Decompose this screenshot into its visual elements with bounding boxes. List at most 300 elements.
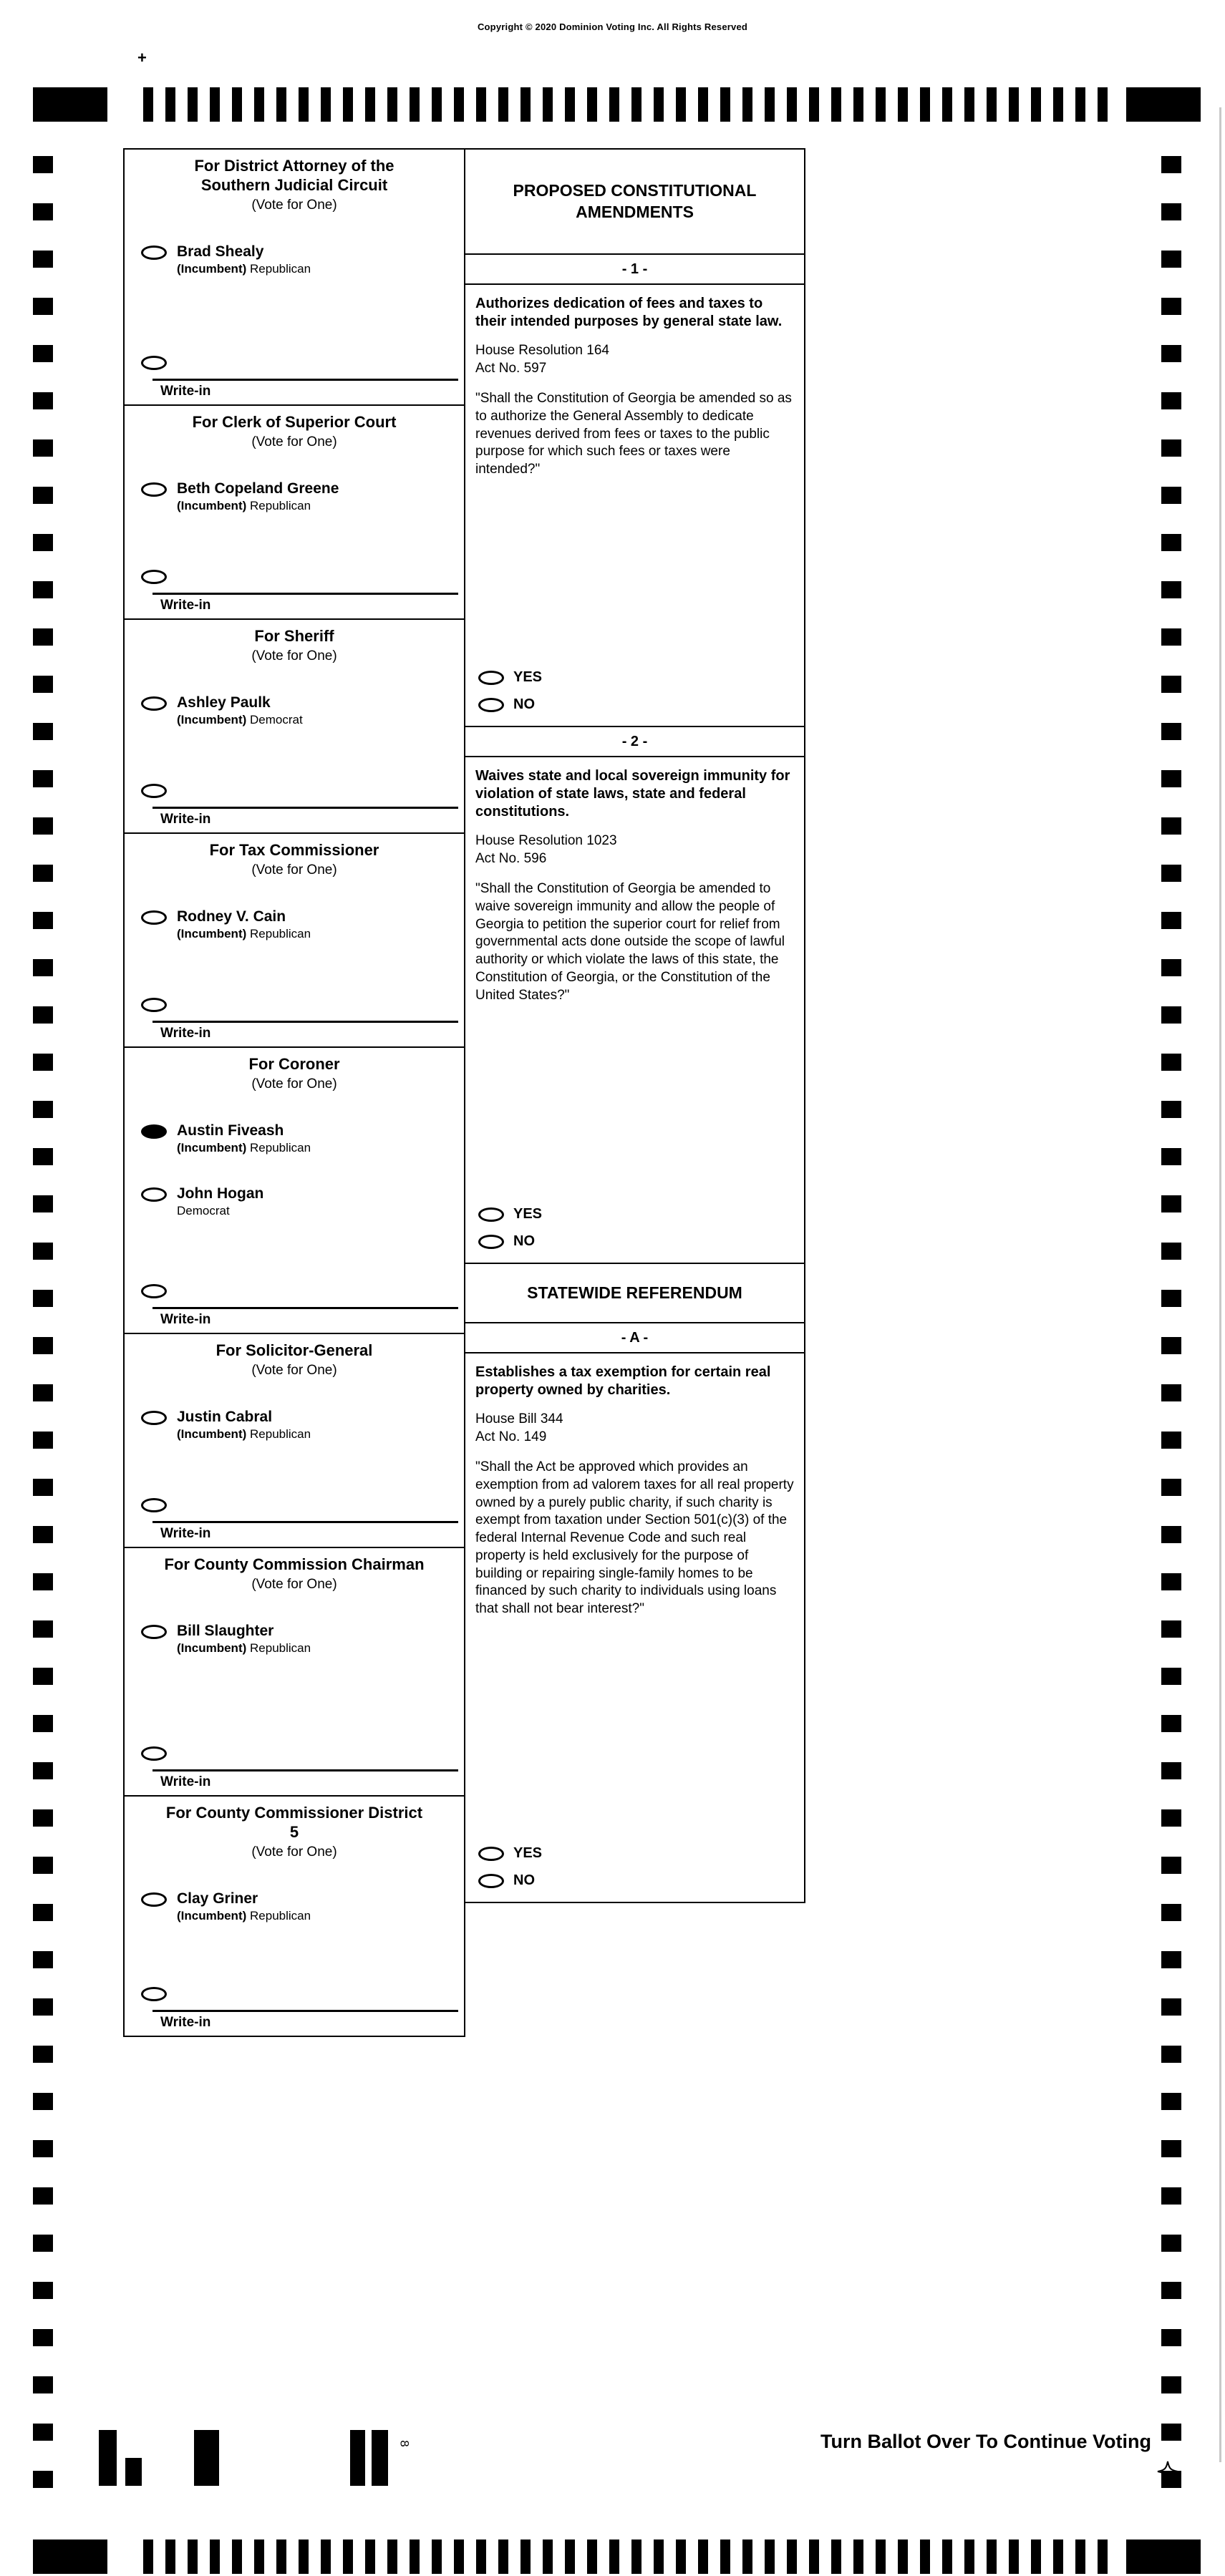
candidate-row [141,908,464,941]
write-in-label: Write-in [160,384,211,399]
candidate-info [177,1185,263,1218]
write-in-oval[interactable] [141,1498,167,1512]
incumbent-label: (Incumbent) [177,1140,247,1155]
timing-bar [942,2539,952,2574]
timing-square [1161,1573,1181,1590]
timing-bar [898,87,908,122]
vote-for-instruction: (Vote for One) [251,1362,337,1378]
timing-bar [520,87,531,122]
timing-square [33,628,53,646]
write-in-section [125,328,464,404]
vote-oval[interactable] [141,910,167,925]
timing-square [1161,2093,1181,2110]
timing-bar [765,87,775,122]
timing-square [33,2424,53,2441]
timing-bar [787,2539,797,2574]
write-in-oval[interactable] [141,1746,167,1761]
vote-oval[interactable] [141,696,167,711]
timing-bar [676,2539,686,2574]
contest-title: For Tax Commissioner [209,841,379,859]
timing-square [1161,676,1181,693]
timing-bar [920,87,930,122]
write-in-oval-row [141,1282,464,1298]
measure-number: - 1 - [465,255,804,285]
write-in-oval-row [141,782,464,798]
timing-bar [543,2539,553,2574]
measure-number: - 2 - [465,727,804,757]
candidate-info [177,480,339,513]
timing-square [33,1951,53,1968]
timing-square [33,392,53,409]
timing-square [33,2140,53,2157]
write-in-oval-row [141,1496,464,1512]
timing-square [1161,1384,1181,1401]
timing-square [1161,2235,1181,2252]
write-in-oval[interactable] [141,570,167,584]
timing-square [1161,392,1181,409]
vote-oval[interactable] [478,698,504,712]
candidate-detail [177,1909,311,1923]
reference-line: Act No. 149 [475,1429,547,1444]
timing-square [33,1101,53,1118]
timing-square [1161,1998,1181,2016]
timing-square [1161,770,1181,787]
timing-square [1161,251,1181,268]
write-in-section [125,542,464,618]
measure-options [465,1834,804,1902]
vote-oval[interactable] [478,1207,504,1222]
write-in-oval[interactable] [141,356,167,370]
timing-bar [587,87,597,122]
timing-marks-top [33,87,1201,122]
timing-bar [654,87,664,122]
copyright-text: Copyright © 2020 Dominion Voting Inc. All Rights Reserved [477,21,748,32]
party-label: Republican [250,1641,311,1655]
timing-bar [698,2539,708,2574]
write-in-label: Write-in [160,598,211,613]
timing-bar [476,2539,486,2574]
timing-square [33,1715,53,1732]
candidate-row [141,1890,464,1923]
timing-bar [498,2539,508,2574]
timing-bar [920,2539,930,2574]
timing-bar [254,2539,264,2574]
candidate-info [177,908,311,941]
timing-square [1161,1762,1181,1779]
timing-bar [1053,87,1063,122]
timing-bar [254,87,264,122]
measure-question: "Shall the Act be approved which provides an exemption from ad valorem taxes for all real property owned by a purely public charity, if such charity is exempt from taxation under Section 501(c)(3) of the federal Internal Revenue Code and such real property is held exclusively for the purpose of building or repairing single-family homes to be financed by such charity to individuals using loans that shall not bear interest?" [475,1459,794,1616]
timing-square [1161,1290,1181,1307]
candidate-name: John Hogan [177,1185,264,1202]
contest-box [123,1333,465,1548]
candidate-name: Clay Griner [177,1890,258,1907]
timing-bar [876,87,886,122]
timing-bar [343,87,353,122]
measure-references [465,821,804,867]
candidate-detail [177,713,303,727]
timing-bar [543,87,553,122]
contest-title: For Coroner [248,1055,340,1073]
section-header-box [464,1263,805,1323]
timing-block [33,87,107,122]
timing-square [1161,534,1181,551]
timing-square [1161,817,1181,835]
party-label: Republican [250,498,311,512]
timing-bar [853,87,863,122]
section-header-box [464,148,805,255]
section-header-text: STATEWIDE REFERENDUM [527,1283,742,1302]
timing-bar [964,87,974,122]
candidate-name: Brad Shealy [177,243,264,260]
contest-title: For District Attorney of the Southern Judicial Circuit [194,157,394,194]
timing-square [1161,2140,1181,2157]
timing-square [33,1526,53,1543]
measure-options [465,1195,804,1263]
timing-square [33,1148,53,1165]
timing-bars [143,87,1108,122]
timing-bar [809,87,819,122]
timing-square [33,1432,53,1449]
measure-box [464,253,805,727]
timing-square [33,959,53,976]
vote-oval[interactable] [141,1187,167,1202]
timing-square [33,1904,53,1921]
incumbent-label: (Incumbent) [177,1641,247,1655]
timing-bar [365,2539,375,2574]
timing-bar [143,2539,153,2574]
timing-bar [232,87,242,122]
ballot-id-mark [99,2430,117,2486]
measure-question: "Shall the Constitution of Georgia be amended so as to authorize the General Assembly to dedicate revenues derived from fees or taxes to the public purpose for which such fees or taxes were intended?" [475,391,792,477]
incumbent-label: (Incumbent) [177,1426,247,1441]
timing-bar [1098,87,1108,122]
timing-square [33,1243,53,1260]
timing-bar [654,2539,664,2574]
write-in-line[interactable] [152,1307,458,1309]
timing-bar [276,2539,286,2574]
timing-bar [454,87,464,122]
reference-line: Act No. 597 [475,360,547,376]
timing-square [33,1337,53,1354]
write-in-line[interactable] [152,593,458,595]
candidate-row [141,1409,464,1442]
party-label: Republican [250,1908,311,1923]
timing-bar [188,2539,198,2574]
write-in-line[interactable] [152,1769,458,1771]
option-label: YES [513,669,543,685]
timing-square [1161,2424,1181,2441]
timing-square [1161,1526,1181,1543]
vote-oval[interactable] [141,1892,167,1907]
timing-square [33,1479,53,1496]
timing-bar [609,2539,619,2574]
timing-square [1161,298,1181,315]
write-in-oval-row [141,996,464,1012]
option-label: YES [513,1845,543,1861]
candidate-detail [177,262,311,276]
timing-square [1161,1857,1181,1874]
timing-square [33,2235,53,2252]
write-in-label: Write-in [160,1774,211,1789]
timing-bar [299,87,309,122]
vote-for-instruction: (Vote for One) [251,434,337,449]
contest-box [123,148,465,406]
write-in-oval[interactable] [141,1284,167,1298]
vote-oval[interactable] [141,1411,167,1425]
timing-bar [698,87,708,122]
contest-box [123,1547,465,1797]
vote-oval[interactable] [141,1124,167,1139]
contest-box [123,618,465,834]
candidate-row [141,243,464,276]
timing-bar [232,2539,242,2574]
option-label: NO [513,696,535,712]
timing-bar [742,87,752,122]
timing-square [1161,1054,1181,1071]
timing-bar [1053,2539,1063,2574]
timing-bar [720,2539,730,2574]
timing-square [1161,1337,1181,1354]
ballot-id-mark [125,2458,142,2486]
candidate-detail [177,499,339,513]
timing-bar [898,2539,908,2574]
write-in-line[interactable] [152,2010,458,2012]
timing-square [1161,1195,1181,1212]
write-in-label: Write-in [160,1026,211,1041]
vote-for-instruction: (Vote for One) [251,197,337,213]
timing-bar [565,87,575,122]
timing-bar [321,2539,331,2574]
contest-title: For County Commission Chairman [164,1555,425,1573]
measure-options [465,658,804,726]
contest-title: For Clerk of Superior Court [192,413,397,431]
timing-bar [210,87,220,122]
contest-title: For Sheriff [254,627,334,645]
vote-oval[interactable] [141,1625,167,1639]
timing-square [1161,959,1181,976]
timing-square [1161,865,1181,882]
timing-square [33,2093,53,2110]
write-in-label: Write-in [160,1526,211,1541]
candidate-row [141,480,464,513]
party-label: Democrat [177,1204,230,1218]
timing-bar [165,87,175,122]
party-label: Republican [250,1426,311,1441]
timing-square [33,865,53,882]
timing-square [33,2187,53,2205]
option-label: NO [513,1233,535,1249]
timing-bar [765,2539,775,2574]
timing-bar [365,87,375,122]
timing-bar [853,2539,863,2574]
write-in-section [125,1256,464,1333]
timing-bar [276,87,286,122]
write-in-oval[interactable] [141,1987,167,2001]
timing-square [33,156,53,173]
timing-square [1161,1432,1181,1449]
vote-for-instruction: (Vote for One) [251,648,337,664]
timing-square [33,298,53,315]
vote-oval[interactable] [141,246,167,260]
ballot-id-mark [372,2430,388,2486]
candidate-detail [177,927,311,941]
contest-title: For County Commissioner District 5 [165,1804,423,1841]
contest-title: For Solicitor-General [216,1341,373,1359]
candidate-name: Ashley Paulk [177,694,271,711]
candidate-name: Justin Cabral [177,1408,273,1425]
write-in-oval[interactable] [141,998,167,1012]
write-in-line[interactable] [152,1521,458,1523]
candidate-row [141,694,464,727]
contest-box [123,1795,465,2037]
timing-square [33,1998,53,2016]
timing-square [1161,628,1181,646]
timing-square [33,534,53,551]
timing-square [1161,1006,1181,1024]
reference-line: House Bill 344 [475,1411,563,1426]
timing-square [1161,1904,1181,1921]
timing-bar [787,87,797,122]
party-label: Democrat [250,712,303,726]
timing-square [33,1006,53,1024]
write-in-oval-row [141,354,464,370]
timing-bar [609,87,619,122]
write-in-label: Write-in [160,1312,211,1327]
timing-bar [1031,2539,1041,2574]
timing-square [33,676,53,693]
timing-square [33,770,53,787]
contests-column [123,148,465,2037]
timing-square [33,439,53,457]
option-row [478,1233,804,1250]
candidate-name: Rodney V. Cain [177,908,286,925]
timing-bar [631,2539,641,2574]
write-in-section [125,1719,464,1795]
timing-block [33,2539,107,2574]
section-header-text: PROPOSED CONSTITUTIONAL AMENDMENTS [513,180,757,221]
timing-square [33,723,53,740]
timing-bar [964,2539,974,2574]
page-number: 8 [397,2440,412,2447]
timing-bar [410,87,420,122]
timing-square [1161,2376,1181,2393]
reference-line: Act No. 596 [475,850,547,866]
candidate-name: Bill Slaughter [177,1622,274,1639]
candidate-info [177,694,303,727]
vote-oval[interactable] [141,482,167,497]
write-in-line[interactable] [152,807,458,809]
timing-square [33,487,53,504]
contest-box [123,1046,465,1334]
timing-square [33,1054,53,1071]
vote-oval[interactable] [478,1874,504,1888]
incumbent-label: (Incumbent) [177,926,247,941]
timing-square [1161,1668,1181,1685]
timing-marks-right [1161,156,1181,2488]
vote-for-instruction: (Vote for One) [251,1844,337,1860]
timing-square [1161,581,1181,598]
timing-square [33,2329,53,2346]
timing-square [1161,2046,1181,2063]
timing-bar [1098,2539,1108,2574]
timing-square [1161,203,1181,220]
candidate-detail [177,1427,311,1442]
option-row [478,1206,804,1223]
candidate-detail [177,1141,311,1155]
write-in-oval[interactable] [141,784,167,798]
option-row [478,696,804,713]
timing-square [1161,1101,1181,1118]
timing-square [1161,2282,1181,2299]
timing-bar [1009,2539,1019,2574]
candidate-info [177,243,311,276]
timing-square [33,203,53,220]
timing-bar [942,87,952,122]
timing-bar [1009,87,1019,122]
candidate-detail [177,1641,311,1656]
option-row [478,1872,804,1889]
timing-square [1161,156,1181,173]
timing-bar [987,87,997,122]
timing-square [33,912,53,929]
timing-block [1126,87,1201,122]
timing-square [1161,1243,1181,1260]
write-in-line[interactable] [152,1021,458,1023]
timing-square [33,2471,53,2488]
timing-square [33,1620,53,1638]
timing-square [1161,2329,1181,2346]
timing-bar [831,87,841,122]
timing-bar [587,2539,597,2574]
write-in-line[interactable] [152,379,458,381]
measure-box [464,726,805,1264]
timing-bars [143,2539,1108,2574]
vote-oval[interactable] [478,1235,504,1249]
incumbent-label: (Incumbent) [177,261,247,276]
timing-bar [565,2539,575,2574]
vote-oval[interactable] [478,1847,504,1861]
timing-bar [387,87,397,122]
incumbent-label: (Incumbent) [177,498,247,512]
timing-marks-left [33,156,53,2488]
timing-bar [720,87,730,122]
timing-square [1161,1148,1181,1165]
timing-square [33,1668,53,1685]
candidate-detail [177,1204,263,1218]
incumbent-label: (Incumbent) [177,712,247,726]
timing-square [1161,723,1181,740]
party-label: Republican [250,261,311,276]
timing-bar [1075,87,1085,122]
vote-oval[interactable] [478,671,504,685]
timing-square [33,2046,53,2063]
timing-square [1161,912,1181,929]
candidate-row [141,1623,464,1656]
write-in-label: Write-in [160,812,211,827]
timing-bar [498,87,508,122]
write-in-section [125,1959,464,2036]
timing-bar [143,87,153,122]
timing-bar [1031,87,1041,122]
measure-references [465,1399,804,1446]
candidate-name: Beth Copeland Greene [177,480,339,497]
ballot-content [123,148,805,2037]
contest-box [123,832,465,1048]
ballot-id-mark [194,2430,219,2486]
timing-bar [210,2539,220,2574]
vote-for-instruction: (Vote for One) [251,1576,337,1592]
